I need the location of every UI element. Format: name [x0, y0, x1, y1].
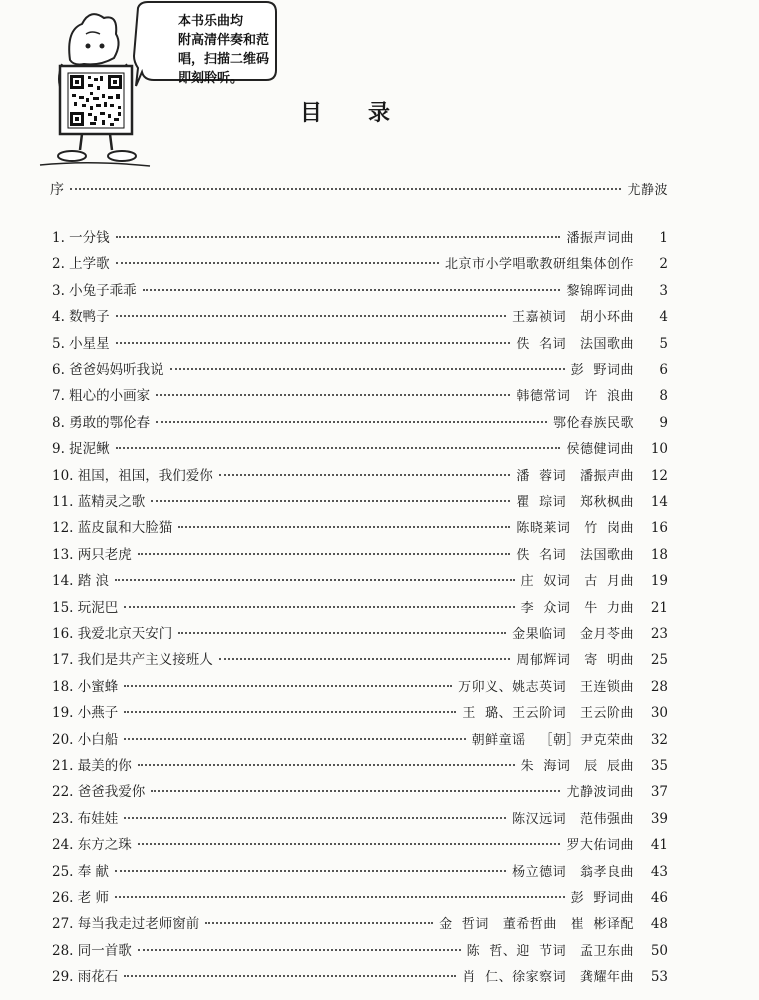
- leader-dots: [170, 368, 565, 370]
- leader-dots: [178, 632, 506, 634]
- toc-entry[interactable]: [52, 569, 668, 589]
- song-credit: 陈晓莱词 竹 岗曲: [516, 521, 634, 537]
- leader-dots: [219, 474, 511, 476]
- leader-dots: [124, 606, 514, 608]
- song-credit: 侯德健词曲: [566, 442, 634, 458]
- song-title: 23. 布娃娃: [52, 810, 119, 827]
- song-credit: 庄 奴词 古 月曲: [520, 574, 634, 590]
- song-credit: 陈汉远词 范伟强曲: [512, 811, 634, 827]
- song-title: 24. 东方之珠: [52, 837, 132, 854]
- page-number: 4: [659, 309, 668, 326]
- qr-speech-bubble-text: 本书乐曲均 附高清伴奏和范 唱，扫描二维码 即刻聆听。: [178, 14, 270, 86]
- toc-entry[interactable]: [52, 305, 668, 325]
- song-credit: 彭 野词曲: [570, 891, 634, 906]
- song-credit: 潘 蓉词 潘振声曲: [516, 468, 634, 484]
- song-title: 25. 奉 献: [52, 863, 110, 880]
- page-number: 18: [650, 546, 668, 563]
- song-credit: 王 璐、王云阶词 王云阶曲: [462, 706, 634, 722]
- song-title: 27. 每当我走过老师窗前: [52, 916, 200, 933]
- song-credit: 黎锦晖词曲: [566, 283, 634, 299]
- page-number: 28: [650, 678, 668, 695]
- toc-entry[interactable]: [52, 358, 668, 378]
- page-number: 14: [650, 494, 668, 510]
- toc-entry[interactable]: [52, 675, 668, 695]
- song-title: 12. 蓝皮鼠和大脸猫: [52, 520, 173, 537]
- song-credit: 朱 海词 辰 辰曲: [520, 759, 634, 774]
- toc-entry[interactable]: [52, 965, 668, 985]
- page-number: 19: [650, 573, 668, 590]
- toc-entry[interactable]: [52, 279, 668, 299]
- page-title: 目录: [300, 100, 437, 126]
- song-title: 11. 蓝精灵之歌: [52, 494, 146, 510]
- leader-dots: [138, 764, 515, 766]
- song-title: 7. 粗心的小画家: [52, 388, 151, 405]
- leader-dots: [138, 843, 561, 845]
- song-credit: 陈 哲、迎 节词 孟卫东曲: [466, 943, 634, 959]
- page-number: 10: [650, 441, 668, 458]
- song-title: 2. 上学歌: [52, 256, 110, 273]
- toc-entry[interactable]: [52, 252, 668, 272]
- leader-dots: [115, 896, 565, 898]
- leader-dots: [151, 790, 560, 792]
- leader-dots: [116, 236, 561, 238]
- song-title: 28. 同一首歌: [52, 942, 132, 959]
- leader-dots: [116, 262, 439, 264]
- leader-dots: [219, 658, 511, 660]
- toc-entry[interactable]: [52, 437, 668, 457]
- toc-entry[interactable]: [52, 516, 668, 536]
- page-number: 5: [659, 335, 668, 352]
- leader-dots: [156, 421, 547, 423]
- preface-entry[interactable]: [50, 179, 668, 199]
- leader-dots: [124, 975, 456, 977]
- leader-dots: [124, 817, 506, 819]
- leader-dots: [116, 342, 511, 344]
- toc-entry[interactable]: [52, 543, 668, 563]
- song-credit: 杨立德词 翁孝良曲: [512, 864, 634, 880]
- toc-entry[interactable]: [52, 701, 668, 721]
- song-title: 8. 勇敢的鄂伦春: [52, 414, 151, 431]
- toc-entry[interactable]: [52, 384, 668, 404]
- page-number: 8: [659, 388, 668, 405]
- song-title: 5. 小星星: [52, 335, 110, 352]
- leader-dots: [138, 949, 461, 951]
- page-number: 35: [650, 758, 668, 774]
- toc-entry[interactable]: [52, 622, 668, 642]
- page-number: 21: [650, 599, 668, 616]
- toc-entry[interactable]: [52, 807, 668, 827]
- toc-entry[interactable]: [52, 754, 668, 774]
- song-title: 1. 一分钱: [52, 230, 110, 246]
- song-credit: 潘振声词曲: [566, 231, 634, 246]
- toc-entry[interactable]: [52, 411, 668, 431]
- song-title: 19. 小燕子: [52, 705, 119, 722]
- toc-entry[interactable]: [52, 780, 668, 800]
- toc-entry[interactable]: [52, 490, 668, 510]
- page-number: 37: [650, 784, 668, 801]
- leader-dots: [116, 447, 561, 449]
- song-credit: 北京市小学唱歌教研组集体创作: [444, 257, 634, 273]
- song-credit: 金果临词 金月苓曲: [512, 627, 634, 642]
- song-title: 16. 我爱北京天安门: [52, 626, 173, 642]
- song-title: 9. 捉泥鳅: [52, 441, 110, 458]
- toc-entry[interactable]: [52, 226, 668, 246]
- leader-dots: [124, 685, 452, 687]
- song-credit: 王嘉祯词 胡小环曲: [512, 310, 634, 326]
- song-title: 3. 小兔子乖乖: [52, 282, 137, 299]
- song-credit: 佚 名词 法国歌曲: [516, 336, 634, 352]
- song-title: 13. 两只老虎: [52, 546, 132, 563]
- leader-dots: [70, 188, 621, 190]
- song-title: 17. 我们是共产主义接班人: [52, 652, 213, 669]
- toc-entry[interactable]: [52, 939, 668, 959]
- leader-dots: [178, 526, 510, 528]
- page-number: 32: [650, 731, 668, 748]
- song-credit: 肖 仁、徐家察词 龚耀年曲: [462, 970, 634, 986]
- song-title: 10. 祖国，祖国，我们爱你: [52, 467, 213, 484]
- page-number: 50: [650, 942, 668, 959]
- toc-entry[interactable]: [52, 596, 668, 616]
- song-title: 18. 小蜜蜂: [52, 678, 119, 695]
- song-title: 6. 爸爸妈妈听我说: [52, 362, 164, 378]
- page-number: 48: [650, 916, 668, 933]
- toc-entry[interactable]: [52, 860, 668, 880]
- page-number: 9: [659, 414, 668, 431]
- toc-entry[interactable]: [52, 912, 668, 932]
- song-title: 21. 最美的你: [52, 758, 132, 774]
- song-credit: 彭 野词曲: [570, 363, 634, 378]
- song-credit: 佚 名词 法国歌曲: [516, 547, 634, 563]
- leader-dots: [156, 394, 510, 396]
- leader-dots: [115, 579, 515, 581]
- page-number: 25: [650, 652, 668, 669]
- song-title: 15. 玩泥巴: [52, 599, 119, 616]
- page-number: 41: [650, 837, 668, 854]
- toc-entry[interactable]: [52, 464, 668, 484]
- song-credit: 尤静波词曲: [566, 785, 634, 801]
- toc-entry[interactable]: [52, 886, 668, 906]
- leader-dots: [138, 553, 511, 555]
- page-number: 2: [659, 256, 668, 273]
- toc-entry[interactable]: [52, 728, 668, 748]
- page-number: 39: [650, 810, 668, 827]
- page-number: 43: [650, 863, 668, 880]
- song-credit: 鄂伦春族民歌: [552, 415, 634, 431]
- preface-label: 序: [50, 182, 64, 198]
- preface-author: 尤静波: [627, 183, 668, 198]
- song-title: 22. 爸爸我爱你: [52, 784, 146, 801]
- song-title: 20. 小白船: [52, 731, 119, 748]
- song-title: 29. 雨花石: [52, 969, 119, 986]
- song-credit: 李 众词 牛 力曲: [520, 600, 634, 616]
- song-credit: 周郁辉词 寄 明曲: [516, 653, 634, 669]
- song-credit: 韩德常词 许 浪曲: [516, 389, 634, 405]
- toc-entry[interactable]: [52, 833, 668, 853]
- toc-entry[interactable]: [52, 332, 668, 352]
- song-title: 26. 老 师: [52, 890, 110, 906]
- leader-dots: [205, 922, 433, 924]
- page-number: 6: [659, 362, 668, 378]
- leader-dots: [124, 738, 465, 740]
- page-number: 23: [650, 626, 668, 642]
- page-number: 3: [659, 282, 668, 299]
- leader-dots: [151, 500, 510, 502]
- page-number: 16: [650, 520, 668, 537]
- song-title: 14. 踏 浪: [52, 573, 110, 590]
- page-number: 1: [659, 230, 668, 246]
- page-number: 12: [650, 467, 668, 484]
- song-credit: 瞿 琮词 郑秋枫曲: [516, 495, 634, 510]
- page-number: 46: [650, 890, 668, 906]
- song-credit: 万卯义、姚志英词 王连锁曲: [458, 679, 634, 695]
- song-credit: 金 哲词 董希哲曲 崔 彬译配: [439, 917, 634, 933]
- song-title: 4. 数鸭子: [52, 309, 110, 326]
- leader-dots: [143, 289, 561, 291]
- page-number: 30: [650, 705, 668, 722]
- leader-dots: [124, 711, 456, 713]
- song-credit: 罗大佑词曲: [566, 838, 634, 854]
- leader-dots: [116, 315, 506, 317]
- leader-dots: [115, 870, 506, 872]
- page-number: 53: [650, 969, 668, 986]
- song-credit: 朝鲜童谣 ［朝］尹克荣曲: [471, 732, 634, 748]
- toc-entry[interactable]: [52, 648, 668, 668]
